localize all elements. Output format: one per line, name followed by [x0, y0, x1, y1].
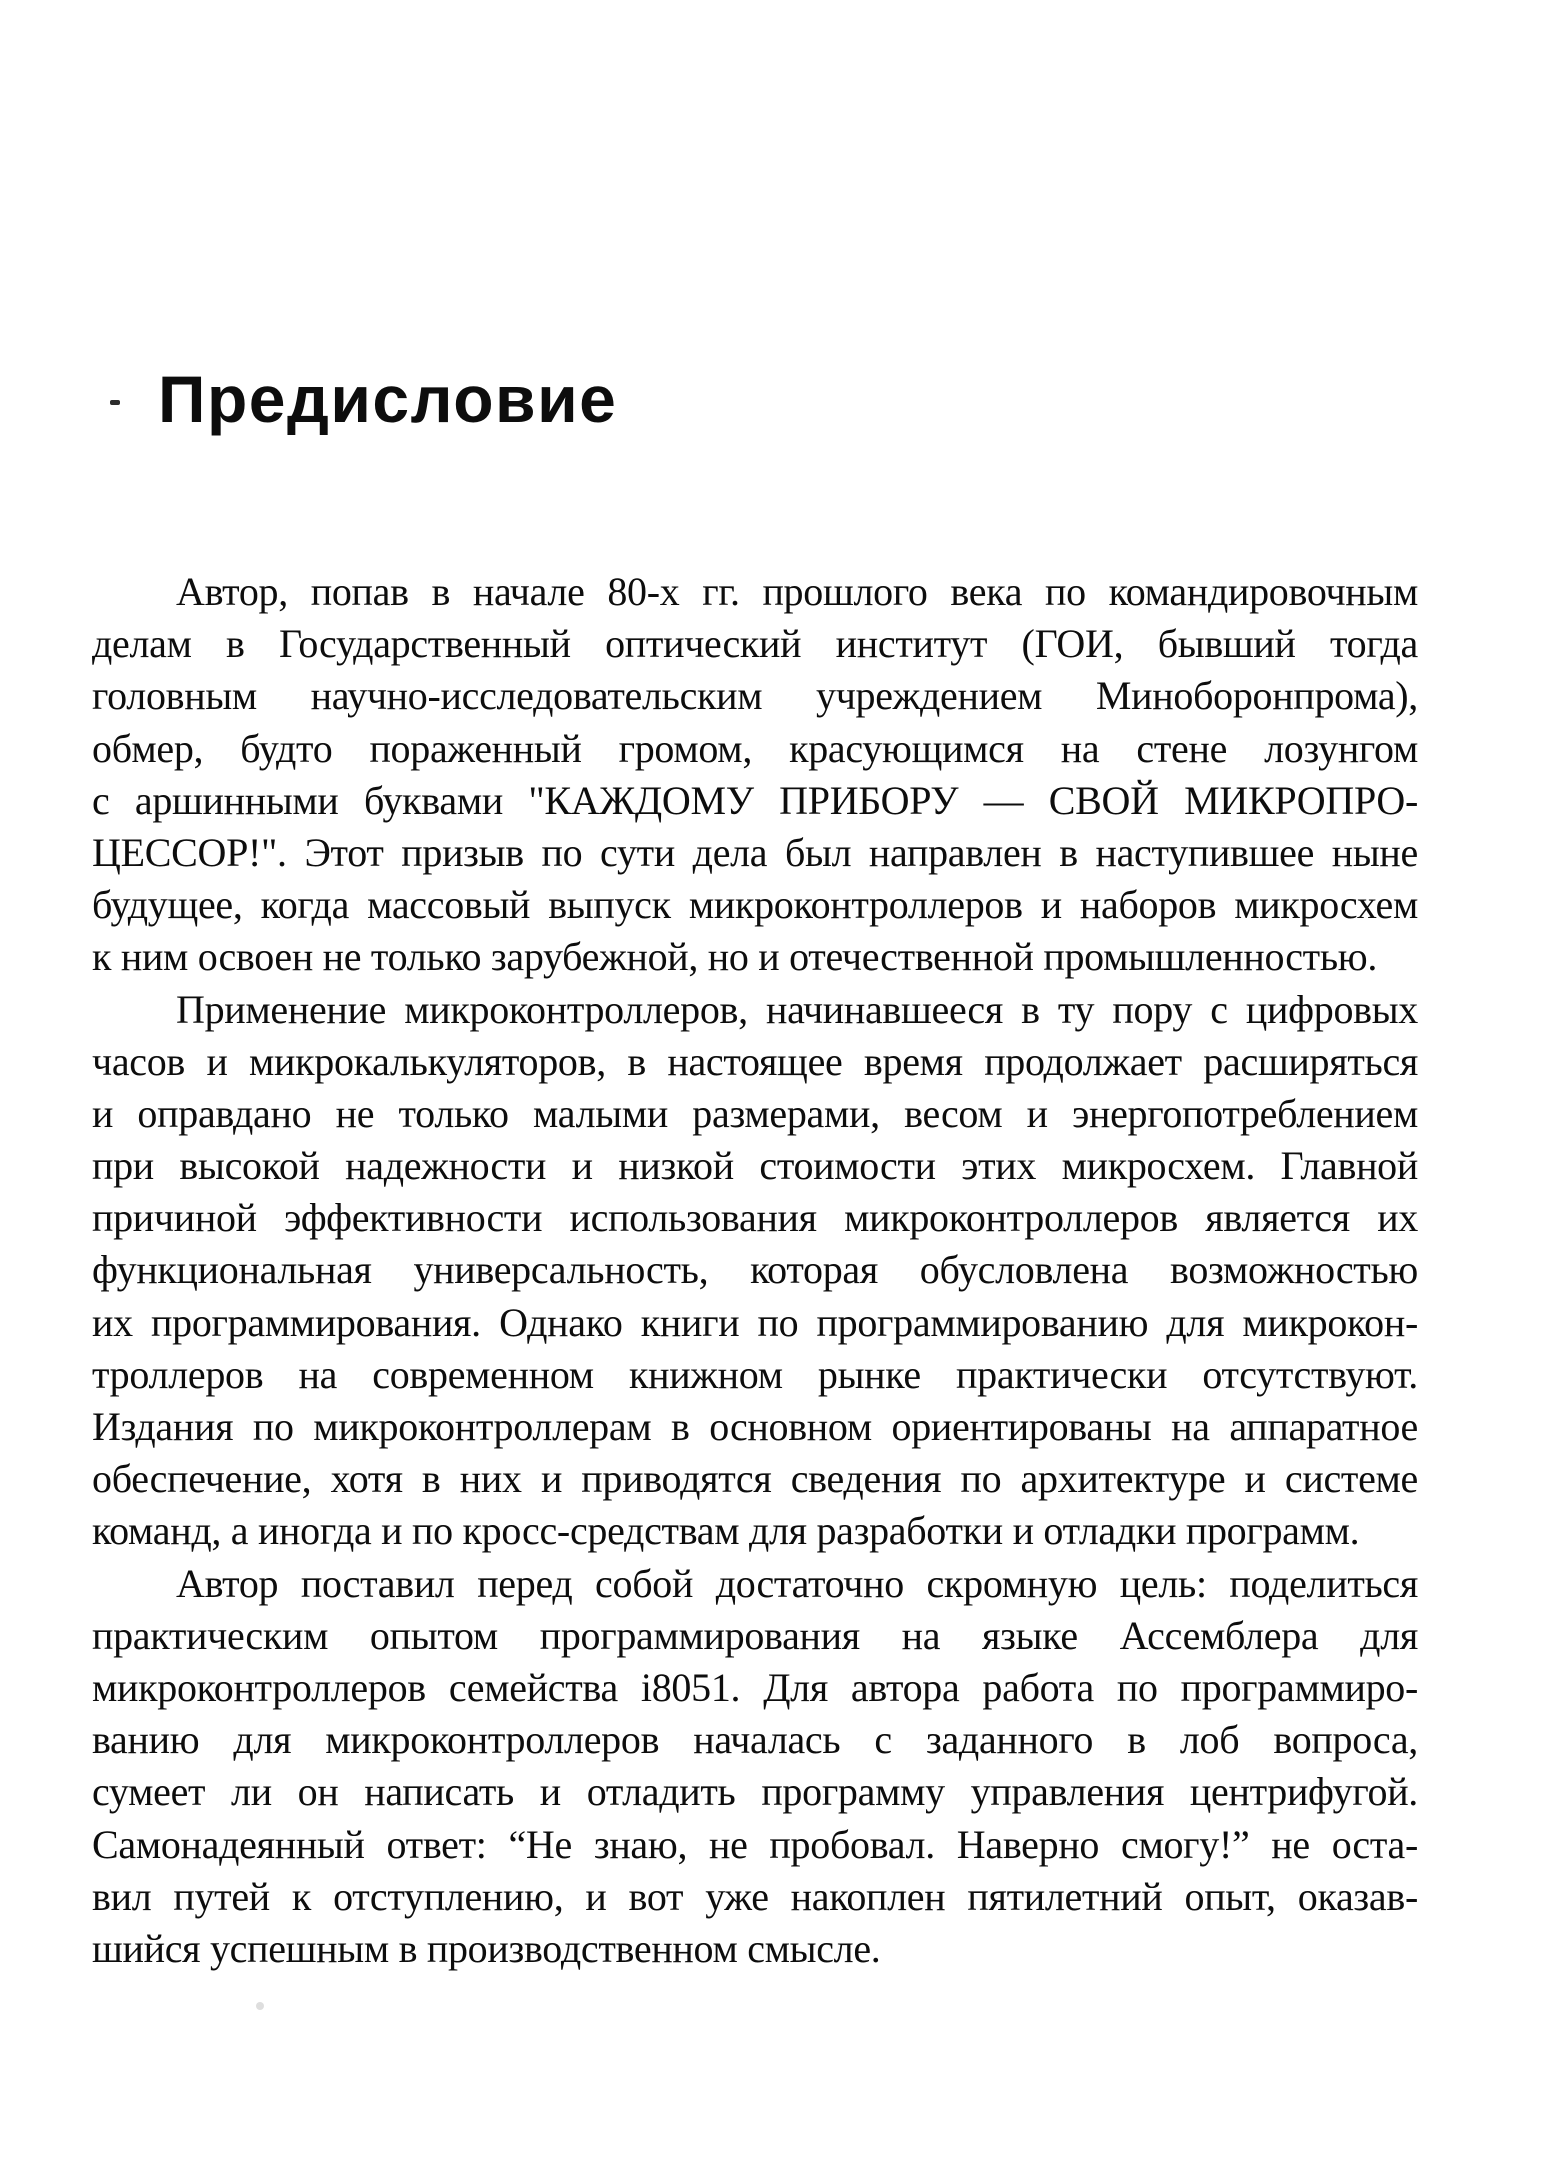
body-text — [92, 566, 1418, 1975]
text-line: Автор поставил перед собой достаточно скромную цель: поделиться — [176, 1560, 1418, 1606]
text-line: троллеров на современном книжном рынке практически отсутствуют. — [92, 1351, 1418, 1397]
text-line: команд, а иногда и по кросс-средствам для разработки и отладки программ. — [92, 1508, 1360, 1554]
text-line: к ним освоен не только зарубежной, но и отечественной промышленностью. — [92, 934, 1378, 980]
text-line: ЦЕССОР!". Этот призыв по сути дела был направлен в наступившее ныне — [92, 829, 1418, 875]
text-line: вил путей к отступлению, и вот уже накоплен пятилетний опыт, оказав- — [92, 1873, 1418, 1919]
text-line: Применение микроконтроллеров, начинавшееся в ту пору с цифровых — [176, 986, 1418, 1032]
text-line: Автор, попав в начале 80-х гг. прошлого века по командировочным — [176, 569, 1418, 614]
chapter-heading: Предисловие — [158, 362, 618, 436]
text-line: практическим опытом программирования на языке Ассемблера для — [92, 1612, 1418, 1658]
text-line: и оправдано не только малыми размерами, весом и энергопотреблением — [92, 1090, 1418, 1136]
scan-speck — [110, 400, 120, 405]
text-line: шийся успешным в производственном смысле. — [92, 1925, 881, 1971]
scan-speck — [256, 2002, 264, 2010]
text-line: будущее, когда массовый выпуск микроконтроллеров и наборов микросхем — [92, 882, 1418, 928]
text-line: их программирования. Однако книги по программированию для микрокон- — [92, 1299, 1418, 1345]
text-line: ванию для микроконтроллеров началась с заданного в лоб вопроса, — [92, 1717, 1418, 1763]
text-line: причиной эффективности использования микроконтроллеров является их — [92, 1195, 1418, 1241]
text-line: обмер, будто пораженный громом, красующимся на стене лозунгом — [92, 725, 1418, 771]
text-line: головным научно-исследовательским учреждением Миноборонпрома), — [92, 673, 1418, 719]
text-line: при высокой надежности и низкой стоимости этих микросхем. Главной — [92, 1143, 1418, 1189]
text-line: сумеет ли он написать и отладить программу управления центрифугой. — [92, 1769, 1418, 1815]
text-line: Издания по микроконтроллерам в основном ориентированы на аппаратное — [92, 1404, 1418, 1449]
text-line: часов и микрокалькуляторов, в настоящее время продолжает расширяться — [92, 1038, 1418, 1084]
text-line: функциональная универсальность, которая обусловлена возможностью — [92, 1247, 1418, 1293]
text-line: с аршинными буквами "КАЖДОМУ ПРИБОРУ — СВОЙ МИКРОПРО- — [92, 777, 1418, 823]
text-line: обеспечение, хотя в них и приводятся сведения по архитектуре и системе — [92, 1456, 1418, 1502]
text-line: микроконтроллеров семейства i8051. Для автора работа по программиро- — [92, 1664, 1418, 1710]
text-line: делам в Государственный оптический институт (ГОИ, бывший тогда — [92, 621, 1418, 667]
text-line: Самонадеянный ответ: “Не знаю, не пробовал. Наверно смогу!” не оста- — [92, 1821, 1418, 1867]
